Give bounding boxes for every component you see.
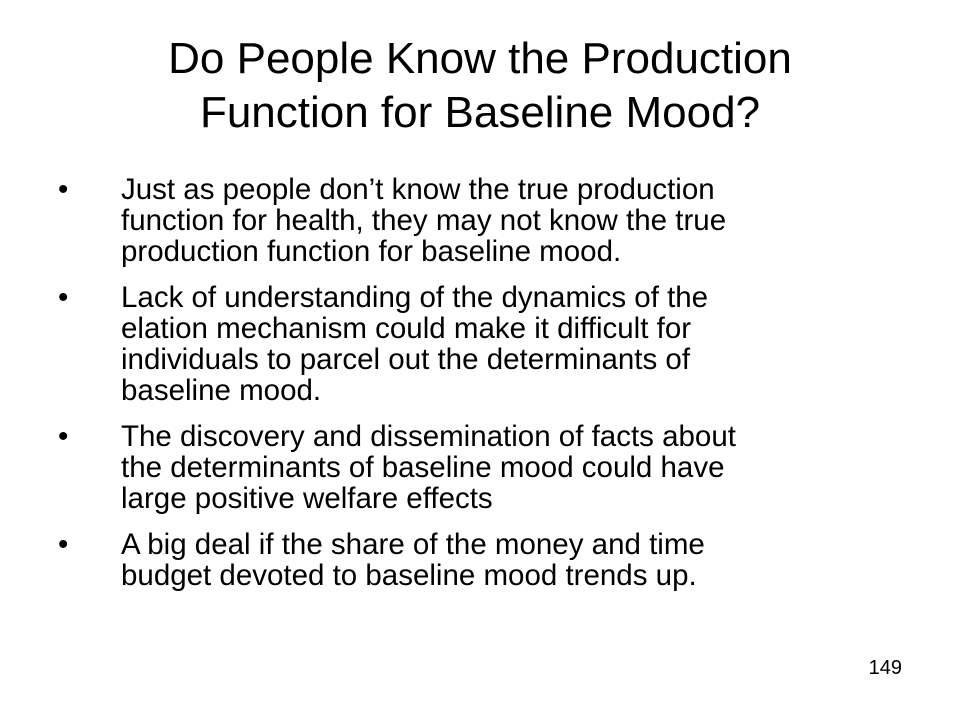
bullet-text-line: elation mechanism could make it difficult for bbox=[121, 312, 692, 345]
bullet-text-line: budget devoted to baseline mood trends up. bbox=[121, 559, 697, 592]
bullet-dot-icon: • bbox=[58, 420, 69, 453]
bullet-item bbox=[58, 282, 918, 406]
bullet-dot-icon: • bbox=[58, 528, 69, 561]
bullet-text-line: the determinants of baseline mood could have bbox=[121, 451, 725, 484]
bullet-dot-icon: • bbox=[58, 281, 69, 314]
bullet-text-line: Just as people don’t know the true production bbox=[121, 173, 715, 206]
bullet-item bbox=[58, 421, 918, 514]
title-line: Function for Baseline Mood? bbox=[199, 88, 761, 137]
bullet-list bbox=[58, 174, 918, 606]
bullet-text-line: large positive welfare effects bbox=[121, 482, 493, 515]
bullet-item bbox=[58, 174, 918, 267]
bullet-text-line: individuals to parcel out the determinants of bbox=[121, 343, 691, 376]
bullet-text-line: Lack of understanding of the dynamics of the bbox=[121, 281, 709, 314]
bullet-dot-icon: • bbox=[58, 173, 69, 206]
bullet-text-line: production function for baseline mood. bbox=[121, 235, 622, 268]
bullet-item bbox=[58, 529, 918, 591]
title-line: Do People Know the Production bbox=[168, 34, 792, 83]
page-number: 149 bbox=[868, 657, 902, 679]
bullet-text-line: function for health, they may not know the true bbox=[121, 204, 727, 237]
bullet-text-line: A big deal if the share of the money and time bbox=[121, 528, 705, 561]
slide-title bbox=[60, 32, 900, 140]
bullet-text-line: The discovery and dissemination of facts about bbox=[121, 420, 736, 453]
bullet-text-line: baseline mood. bbox=[121, 374, 322, 407]
